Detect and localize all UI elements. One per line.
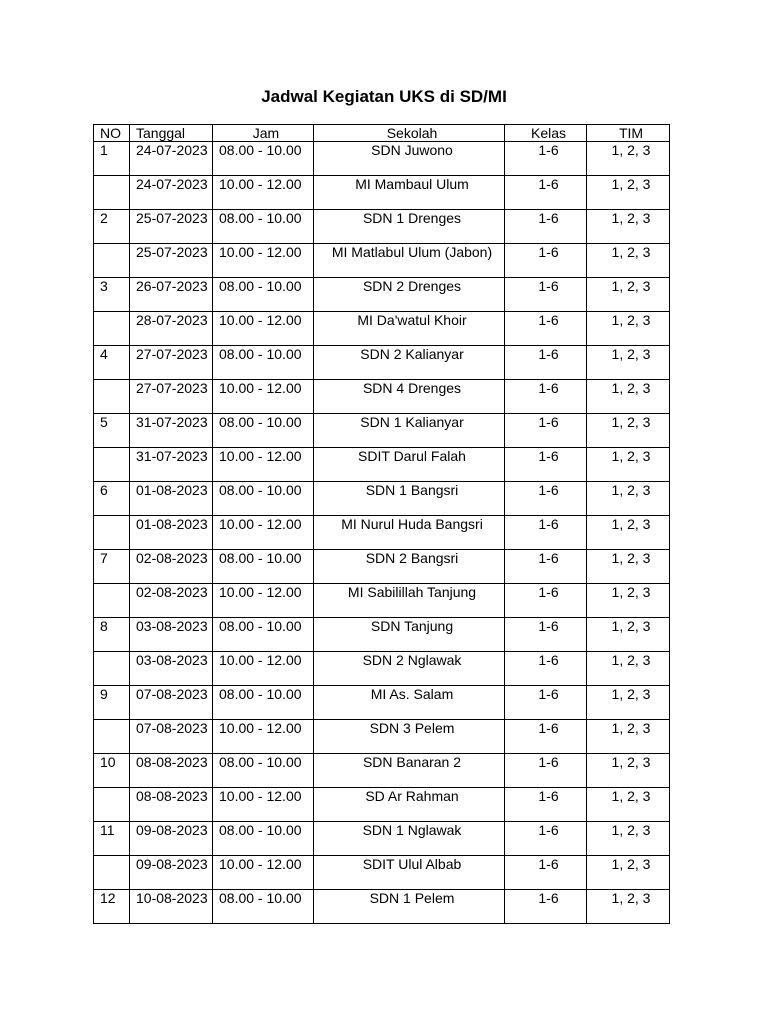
table-row bbox=[94, 720, 670, 754]
cell-no: 5 bbox=[94, 414, 130, 448]
header-no: NO bbox=[94, 125, 130, 142]
table-row bbox=[94, 754, 670, 788]
table-row bbox=[94, 142, 670, 176]
cell-no bbox=[94, 720, 130, 754]
cell-jam: 10.00 - 12.00 bbox=[213, 244, 314, 278]
cell-no: 4 bbox=[94, 346, 130, 380]
cell-tanggal: 27-07-2023 bbox=[130, 380, 213, 414]
cell-kelas: 1-6 bbox=[505, 754, 587, 788]
table-row bbox=[94, 448, 670, 482]
cell-no bbox=[94, 516, 130, 550]
cell-no bbox=[94, 380, 130, 414]
cell-jam: 08.00 - 10.00 bbox=[213, 210, 314, 244]
cell-tanggal: 03-08-2023 bbox=[130, 618, 213, 652]
cell-tim: 1, 2, 3 bbox=[587, 788, 670, 822]
cell-sekolah: MI Da'watul Khoir bbox=[314, 312, 505, 346]
table-row bbox=[94, 516, 670, 550]
table-row bbox=[94, 890, 670, 924]
table-row bbox=[94, 652, 670, 686]
cell-tim: 1, 2, 3 bbox=[587, 754, 670, 788]
cell-sekolah: MI Matlabul Ulum (Jabon) bbox=[314, 244, 505, 278]
cell-kelas: 1-6 bbox=[505, 482, 587, 516]
cell-tim: 1, 2, 3 bbox=[587, 244, 670, 278]
cell-kelas: 1-6 bbox=[505, 822, 587, 856]
table-row bbox=[94, 210, 670, 244]
table-row bbox=[94, 346, 670, 380]
cell-no: 8 bbox=[94, 618, 130, 652]
cell-jam: 08.00 - 10.00 bbox=[213, 686, 314, 720]
header-sekolah: Sekolah bbox=[314, 125, 505, 142]
cell-no: 2 bbox=[94, 210, 130, 244]
cell-kelas: 1-6 bbox=[505, 244, 587, 278]
cell-kelas: 1-6 bbox=[505, 550, 587, 584]
cell-sekolah: SD Ar Rahman bbox=[314, 788, 505, 822]
cell-kelas: 1-6 bbox=[505, 584, 587, 618]
cell-no: 10 bbox=[94, 754, 130, 788]
cell-tim: 1, 2, 3 bbox=[587, 584, 670, 618]
header-tanggal: Tanggal bbox=[130, 125, 213, 142]
cell-jam: 08.00 - 10.00 bbox=[213, 346, 314, 380]
table-row bbox=[94, 244, 670, 278]
cell-no bbox=[94, 652, 130, 686]
cell-kelas: 1-6 bbox=[505, 516, 587, 550]
table-row bbox=[94, 822, 670, 856]
cell-kelas: 1-6 bbox=[505, 210, 587, 244]
cell-kelas: 1-6 bbox=[505, 788, 587, 822]
cell-tanggal: 24-07-2023 bbox=[130, 176, 213, 210]
table-row bbox=[94, 414, 670, 448]
cell-tim: 1, 2, 3 bbox=[587, 720, 670, 754]
cell-tim: 1, 2, 3 bbox=[587, 482, 670, 516]
cell-sekolah: MI Nurul Huda Bangsri bbox=[314, 516, 505, 550]
cell-jam: 10.00 - 12.00 bbox=[213, 584, 314, 618]
cell-kelas: 1-6 bbox=[505, 346, 587, 380]
cell-kelas: 1-6 bbox=[505, 618, 587, 652]
cell-tanggal: 31-07-2023 bbox=[130, 448, 213, 482]
table-header-row bbox=[94, 125, 670, 142]
cell-no bbox=[94, 584, 130, 618]
table-row bbox=[94, 550, 670, 584]
cell-no bbox=[94, 856, 130, 890]
schedule-body bbox=[94, 142, 670, 924]
cell-kelas: 1-6 bbox=[505, 856, 587, 890]
cell-sekolah: SDN 1 Kalianyar bbox=[314, 414, 505, 448]
cell-sekolah: SDN 4 Drenges bbox=[314, 380, 505, 414]
cell-jam: 08.00 - 10.00 bbox=[213, 550, 314, 584]
cell-kelas: 1-6 bbox=[505, 652, 587, 686]
cell-tanggal: 01-08-2023 bbox=[130, 516, 213, 550]
table-row bbox=[94, 278, 670, 312]
cell-no bbox=[94, 244, 130, 278]
cell-no: 1 bbox=[94, 142, 130, 176]
table-row bbox=[94, 482, 670, 516]
cell-tanggal: 10-08-2023 bbox=[130, 890, 213, 924]
header-jam: Jam bbox=[213, 125, 314, 142]
cell-jam: 10.00 - 12.00 bbox=[213, 176, 314, 210]
cell-tanggal: 07-08-2023 bbox=[130, 720, 213, 754]
table-row bbox=[94, 312, 670, 346]
document-title: Jadwal Kegiatan UKS di SD/MI bbox=[261, 87, 507, 106]
cell-jam: 10.00 - 12.00 bbox=[213, 856, 314, 890]
cell-tanggal: 25-07-2023 bbox=[130, 210, 213, 244]
cell-kelas: 1-6 bbox=[505, 890, 587, 924]
cell-kelas: 1-6 bbox=[505, 380, 587, 414]
cell-sekolah: SDIT Darul Falah bbox=[314, 448, 505, 482]
cell-jam: 08.00 - 10.00 bbox=[213, 822, 314, 856]
cell-sekolah: SDN Banaran 2 bbox=[314, 754, 505, 788]
cell-sekolah: SDN 2 Nglawak bbox=[314, 652, 505, 686]
cell-kelas: 1-6 bbox=[505, 686, 587, 720]
cell-kelas: 1-6 bbox=[505, 720, 587, 754]
cell-no bbox=[94, 448, 130, 482]
cell-sekolah: SDN 1 Nglawak bbox=[314, 822, 505, 856]
cell-kelas: 1-6 bbox=[505, 142, 587, 176]
cell-tim: 1, 2, 3 bbox=[587, 448, 670, 482]
cell-no: 3 bbox=[94, 278, 130, 312]
cell-tim: 1, 2, 3 bbox=[587, 652, 670, 686]
cell-tanggal: 08-08-2023 bbox=[130, 788, 213, 822]
cell-no: 9 bbox=[94, 686, 130, 720]
cell-tanggal: 31-07-2023 bbox=[130, 414, 213, 448]
cell-tim: 1, 2, 3 bbox=[587, 550, 670, 584]
cell-jam: 08.00 - 10.00 bbox=[213, 482, 314, 516]
cell-sekolah: SDN 3 Pelem bbox=[314, 720, 505, 754]
cell-tim: 1, 2, 3 bbox=[587, 278, 670, 312]
cell-sekolah: MI Sabilillah Tanjung bbox=[314, 584, 505, 618]
cell-jam: 08.00 - 10.00 bbox=[213, 754, 314, 788]
cell-tim: 1, 2, 3 bbox=[587, 856, 670, 890]
cell-tim: 1, 2, 3 bbox=[587, 312, 670, 346]
table-row bbox=[94, 856, 670, 890]
cell-tim: 1, 2, 3 bbox=[587, 516, 670, 550]
cell-tim: 1, 2, 3 bbox=[587, 210, 670, 244]
cell-jam: 08.00 - 10.00 bbox=[213, 618, 314, 652]
cell-sekolah: SDN 2 Drenges bbox=[314, 278, 505, 312]
cell-no bbox=[94, 788, 130, 822]
cell-tanggal: 01-08-2023 bbox=[130, 482, 213, 516]
cell-sekolah: SDN Tanjung bbox=[314, 618, 505, 652]
cell-jam: 10.00 - 12.00 bbox=[213, 720, 314, 754]
cell-tim: 1, 2, 3 bbox=[587, 414, 670, 448]
cell-jam: 08.00 - 10.00 bbox=[213, 890, 314, 924]
cell-tanggal: 28-07-2023 bbox=[130, 312, 213, 346]
cell-tim: 1, 2, 3 bbox=[587, 380, 670, 414]
cell-tanggal: 09-08-2023 bbox=[130, 822, 213, 856]
cell-kelas: 1-6 bbox=[505, 278, 587, 312]
cell-no: 12 bbox=[94, 890, 130, 924]
cell-tanggal: 25-07-2023 bbox=[130, 244, 213, 278]
cell-sekolah: MI Mambaul Ulum bbox=[314, 176, 505, 210]
table-row bbox=[94, 584, 670, 618]
cell-jam: 08.00 - 10.00 bbox=[213, 142, 314, 176]
cell-tanggal: 02-08-2023 bbox=[130, 584, 213, 618]
cell-sekolah: SDN Juwono bbox=[314, 142, 505, 176]
cell-tim: 1, 2, 3 bbox=[587, 822, 670, 856]
table-row bbox=[94, 176, 670, 210]
cell-tim: 1, 2, 3 bbox=[587, 176, 670, 210]
table-row bbox=[94, 788, 670, 822]
cell-sekolah: SDIT Ulul Albab bbox=[314, 856, 505, 890]
table-row bbox=[94, 618, 670, 652]
header-kelas: Kelas bbox=[505, 125, 587, 142]
cell-jam: 10.00 - 12.00 bbox=[213, 788, 314, 822]
cell-tim: 1, 2, 3 bbox=[587, 618, 670, 652]
cell-sekolah: MI As. Salam bbox=[314, 686, 505, 720]
cell-tim: 1, 2, 3 bbox=[587, 890, 670, 924]
cell-tanggal: 24-07-2023 bbox=[130, 142, 213, 176]
table-row bbox=[94, 380, 670, 414]
schedule-table bbox=[93, 124, 670, 924]
cell-tim: 1, 2, 3 bbox=[587, 142, 670, 176]
cell-jam: 10.00 - 12.00 bbox=[213, 448, 314, 482]
cell-kelas: 1-6 bbox=[505, 312, 587, 346]
cell-sekolah: SDN 1 Drenges bbox=[314, 210, 505, 244]
cell-no: 11 bbox=[94, 822, 130, 856]
cell-jam: 10.00 - 12.00 bbox=[213, 652, 314, 686]
table-row bbox=[94, 686, 670, 720]
cell-tanggal: 27-07-2023 bbox=[130, 346, 213, 380]
cell-sekolah: SDN 1 Pelem bbox=[314, 890, 505, 924]
cell-tanggal: 26-07-2023 bbox=[130, 278, 213, 312]
cell-tim: 1, 2, 3 bbox=[587, 686, 670, 720]
cell-no: 6 bbox=[94, 482, 130, 516]
cell-tanggal: 03-08-2023 bbox=[130, 652, 213, 686]
cell-no: 7 bbox=[94, 550, 130, 584]
cell-no bbox=[94, 312, 130, 346]
cell-tanggal: 08-08-2023 bbox=[130, 754, 213, 788]
cell-tim: 1, 2, 3 bbox=[587, 346, 670, 380]
cell-no bbox=[94, 176, 130, 210]
cell-sekolah: SDN 2 Kalianyar bbox=[314, 346, 505, 380]
cell-jam: 10.00 - 12.00 bbox=[213, 312, 314, 346]
header-tim: TIM bbox=[587, 125, 670, 142]
cell-jam: 10.00 - 12.00 bbox=[213, 516, 314, 550]
cell-tanggal: 09-08-2023 bbox=[130, 856, 213, 890]
cell-jam: 08.00 - 10.00 bbox=[213, 278, 314, 312]
cell-tanggal: 07-08-2023 bbox=[130, 686, 213, 720]
cell-sekolah: SDN 1 Bangsri bbox=[314, 482, 505, 516]
cell-kelas: 1-6 bbox=[505, 176, 587, 210]
cell-jam: 10.00 - 12.00 bbox=[213, 380, 314, 414]
cell-sekolah: SDN 2 Bangsri bbox=[314, 550, 505, 584]
cell-kelas: 1-6 bbox=[505, 414, 587, 448]
cell-kelas: 1-6 bbox=[505, 448, 587, 482]
cell-jam: 08.00 - 10.00 bbox=[213, 414, 314, 448]
cell-tanggal: 02-08-2023 bbox=[130, 550, 213, 584]
